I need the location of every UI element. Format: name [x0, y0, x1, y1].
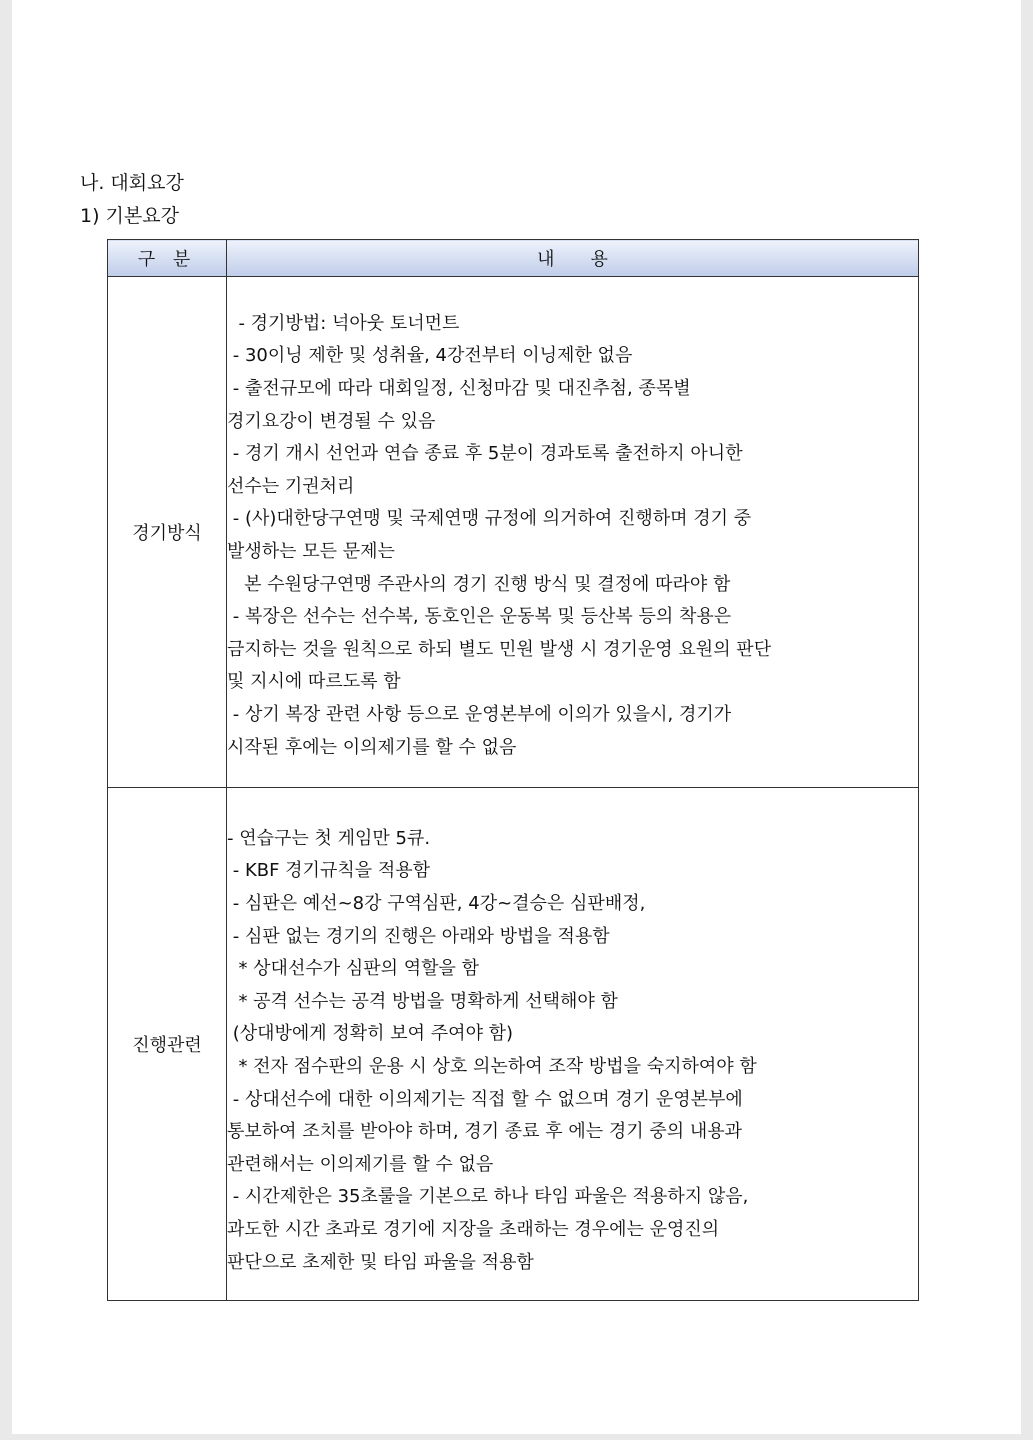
content-line: 경기요강이 변경될 수 있음	[227, 410, 436, 432]
content-line: 과도한 시간 초과로 경기에 지장을 초래하는 경우에는 운영진의	[227, 1218, 720, 1240]
content-line: - (사)대한당구연맹 및 국제연맹 규정에 의거하여 진행하며 경기 중	[227, 508, 752, 530]
content-line: 금지하는 것을 원칙으로 하되 별도 민원 발생 시 경기운영 요원의 판단	[227, 638, 772, 660]
table-header-row	[108, 240, 919, 277]
content-line: 판단으로 초제한 및 타임 파울을 적용함	[227, 1251, 534, 1273]
content-line: - 연습구는 첫 게임만 5큐.	[227, 827, 431, 849]
content-line: 통보하여 조치를 받아야 하며, 경기 종료 후 에는 경기 중의 내용과	[227, 1121, 743, 1143]
row-content	[227, 788, 919, 1301]
table-row	[108, 277, 919, 788]
row-content	[227, 277, 919, 788]
section-title: 나. 대회요강	[80, 172, 184, 194]
content-line: 선수는 기권처리	[227, 475, 355, 497]
header-category: 구 분	[108, 240, 227, 277]
content-line: - 복장은 선수는 선수복, 동호인은 운동복 및 등산복 등의 착용은	[227, 606, 732, 628]
content-line: - 시간제한은 35초룰을 기본으로 하나 타임 파울은 적용하지 않음,	[227, 1186, 749, 1208]
content-line: 발생하는 모든 문제는	[227, 541, 395, 562]
content-line: - 30이닝 제한 및 성취율, 4강전부터 이닝제한 없음	[227, 345, 633, 367]
content-line: - 심판 없는 경기의 진행은 아래와 방법을 적용함	[227, 925, 610, 947]
document-page	[12, 0, 1021, 1434]
content-lines	[227, 300, 918, 764]
content-line: - 상기 복장 관련 사항 등으로 운영본부에 이의가 있을시, 경기가	[227, 703, 732, 725]
header-content-part1: 내	[537, 249, 555, 270]
row-label: 진행관련	[108, 788, 227, 1301]
content-line: - 심판은 예선~8강 구역심판, 4강~결승은 심판배정,	[227, 893, 646, 915]
content-line: * 상대선수가 심판의 역할을 함	[227, 958, 479, 980]
content-line: 관련해서는 이의제기를 할 수 없음	[227, 1153, 494, 1175]
content-line: - 출전규모에 따라 대회일정, 신청마감 및 대진추첨, 종목별	[227, 378, 691, 400]
content-line: 본 수원당구연맹 주관사의 경기 진행 방식 및 결정에 따라야 함	[227, 573, 731, 595]
table-row	[108, 788, 919, 1301]
row-label: 경기방식	[108, 277, 227, 788]
content-line: - 경기 개시 선언과 연습 종료 후 5분이 경과토록 출전하지 아니한	[227, 443, 743, 465]
content-line: * 전자 점수판의 운용 시 상호 의논하여 조작 방법을 숙지하여야 함	[227, 1056, 757, 1077]
content-line: - 경기방법: 넉아웃 토너먼트	[227, 312, 460, 334]
rules-table	[107, 239, 919, 1301]
header-content-part2: 용	[590, 249, 608, 270]
content-line: 시작된 후에는 이의제기를 할 수 없음	[227, 736, 517, 758]
content-line: (상대방에게 정확히 보여 주여야 함)	[227, 1023, 514, 1045]
content-line: - 상대선수에 대한 이의제기는 직접 할 수 없으며 경기 운영본부에	[227, 1088, 743, 1110]
content-line: * 공격 선수는 공격 방법을 명확하게 선택해야 함	[227, 990, 618, 1012]
header-content	[227, 240, 919, 277]
subsection-title: 1) 기본요강	[80, 205, 179, 227]
content-lines	[227, 809, 918, 1279]
content-line: 및 지시에 따르도록 함	[227, 671, 401, 693]
content-line: - KBF 경기규칙을 적용함	[227, 860, 430, 882]
